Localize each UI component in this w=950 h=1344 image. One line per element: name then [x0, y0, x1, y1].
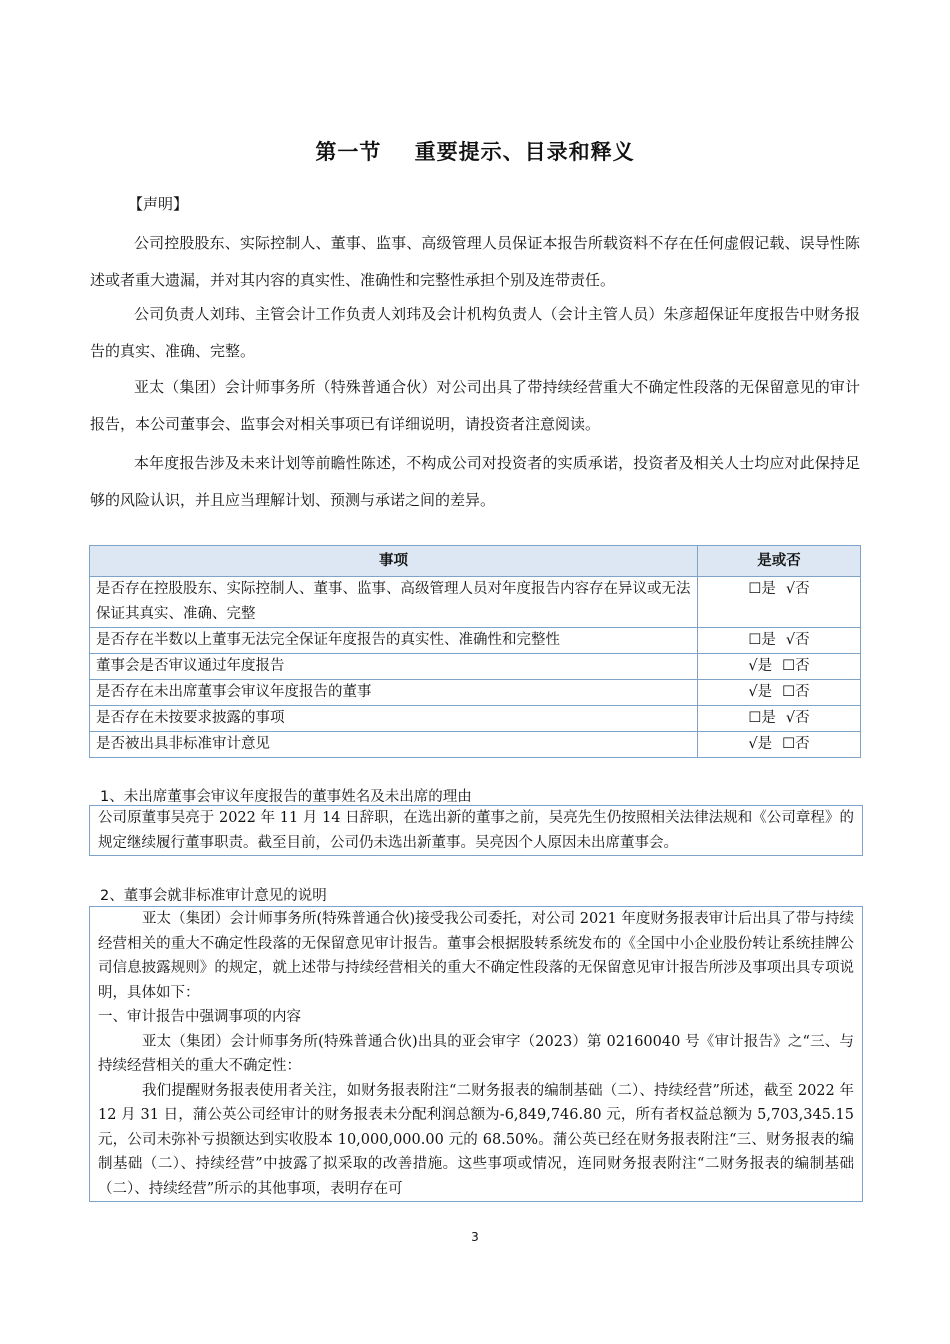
answer-no: √否 — [785, 581, 810, 597]
table-row — [90, 680, 861, 706]
section-2-paragraph: 亚太（集团）会计师事务所(特殊普通合伙)接受我公司委托，对公司 2021 年度财务报表审计后出具了带与持续经营相关的重大不确定性段落的无保留意见审计报告。董事会根据股转系统发布的《全国中小企业股份转让系统挂牌公司信息披露规则》的规定，就上述带与持续经营相关的重大不确定性段落的无保留意见审计报告所涉及事项出具专项说明，具体如下： — [98, 911, 854, 1001]
section-2-label: 2、董事会就非标准审计意见的说明 — [100, 888, 327, 904]
table-cell-item: 董事会是否审议通过年度报告 — [90, 654, 698, 680]
section-2-paragraph: 亚太（集团）会计师事务所(特殊普通合伙)出具的亚会审字（2023）第 02160040 号《审计报告》之“三、与持续经营相关的重大不确定性： — [98, 1033, 854, 1074]
disclosure-table — [89, 545, 861, 758]
answer-no: √否 — [785, 632, 810, 648]
table-header-item: 事项 — [90, 546, 698, 577]
table-cell-answer — [698, 577, 861, 628]
page-number: 3 — [471, 1230, 479, 1244]
declaration-paragraph: 公司负责人刘玮、主管会计工作负责人刘玮及会计机构负责人（会计主管人员）朱彦超保证年度报告中财务报告的真实、准确、完整。 — [90, 305, 860, 360]
answer-no: √否 — [785, 710, 810, 726]
table-row — [90, 732, 861, 758]
table-header-row — [90, 546, 861, 577]
declaration-heading: 【声明】 — [128, 195, 189, 213]
section-2-subheading: 一、审计报告中强调事项的内容 — [98, 1009, 301, 1025]
table-cell-item: 是否存在控股股东、实际控制人、董事、监事、高级管理人员对年度报告内容存在异议或无法保证其真实、准确、完整 — [90, 577, 698, 628]
table-row — [90, 706, 861, 732]
table-cell-answer — [698, 628, 861, 654]
declaration-paragraph: 亚太（集团）会计师事务所（特殊普通合伙）对公司出具了带持续经营重大不确定性段落的无保留意见的审计报告，本公司董事会、监事会对相关事项已有详细说明，请投资者注意阅读。 — [90, 378, 860, 433]
table-cell-answer — [698, 732, 861, 758]
answer-yes: √是 — [748, 658, 773, 674]
section-1-text: 公司原董事吴亮于 2022 年 11 月 14 日辞职，在选出新的董事之前，吴亮先生仍按照相关法律法规和《公司章程》的规定继续履行董事职责。截至目前，公司仍未选出新董事。吴亮因个人原因未出席董事会。 — [98, 810, 854, 851]
table-cell-item: 是否存在半数以上董事无法完全保证年度报告的真实性、准确性和完整性 — [90, 628, 698, 654]
table-row — [90, 654, 861, 680]
table-row — [90, 577, 861, 628]
answer-no: ☐否 — [782, 736, 810, 752]
declaration-paragraph: 本年度报告涉及未来计划等前瞻性陈述，不构成公司对投资者的实质承诺，投资者及相关人士均应对此保持足够的风险认识，并且应当理解计划、预测与承诺之间的差异。 — [90, 454, 860, 509]
section-1-label: 1、未出席董事会审议年度报告的董事姓名及未出席的理由 — [100, 789, 472, 805]
table-cell-item: 是否存在未出席董事会审议年度报告的董事 — [90, 680, 698, 706]
table-header-answer: 是或否 — [698, 546, 861, 577]
answer-yes: ☐是 — [748, 710, 776, 726]
answer-yes: ☐是 — [748, 632, 776, 648]
answer-yes: ☐是 — [748, 581, 776, 597]
table-cell-item: 是否被出具非标准审计意见 — [90, 732, 698, 758]
table-cell-item: 是否存在未按要求披露的事项 — [90, 706, 698, 732]
table-row — [90, 628, 861, 654]
table-cell-answer — [698, 654, 861, 680]
answer-yes: √是 — [748, 684, 773, 700]
answer-no: ☐否 — [782, 684, 810, 700]
section-2-paragraph: 我们提醒财务报表使用者关注，如财务报表附注“二财务报表的编制基础（二）、持续经营”所述，截至 2022 年 12 月 31 日，蒲公英公司经审计的财务报表未分配利润总额为-6,849,746.80 元，所有者权益总额为 5,703,345.15 元，公司未弥补亏损额达到实收股本 10,000,000.00 元的 68.50%。蒲公英已经在财务报表附注“三、财务报表的编制基础（二）、持续经营”中披露了拟采取的改善措施。这些事项或情况，连同财务报表附注“二财务报表的编制基础（二）、持续经营”所示的其他事项，表明存在可 — [98, 1082, 854, 1197]
table-cell-answer — [698, 680, 861, 706]
declaration-paragraph: 公司控股股东、实际控制人、董事、监事、高级管理人员保证本报告所载资料不存在任何虚假记载、误导性陈述或者重大遗漏，并对其内容的真实性、准确性和完整性承担个别及连带责任。 — [90, 234, 860, 289]
answer-yes: √是 — [748, 736, 773, 752]
section-1-box — [89, 805, 863, 856]
table-cell-answer — [698, 706, 861, 732]
section-2-box — [89, 906, 863, 1202]
answer-no: ☐否 — [782, 658, 810, 674]
page-title: 第一节 重要提示、目录和释义 — [315, 140, 635, 164]
